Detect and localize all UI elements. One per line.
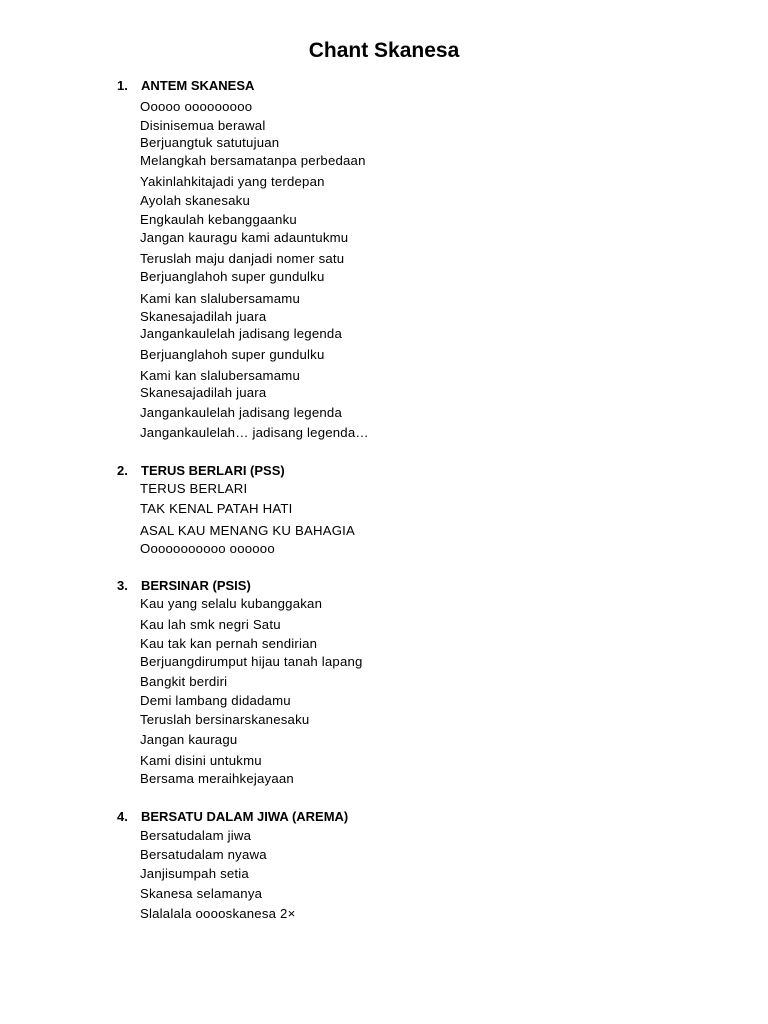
lyric-line: Slalalala ooooskanesa 2×: [140, 906, 296, 921]
lyric-line: Berjuangdirumput hijau tanah lapang: [140, 654, 363, 669]
lyric-line: Jangan kauragu kami adauntukmu: [140, 230, 349, 245]
section-title: BERSATU DALAM JIWA (AREMA): [141, 809, 349, 824]
section-title: BERSINAR (PSIS): [141, 578, 251, 593]
lyric-line: Ooooooooooo oooooo: [140, 541, 275, 556]
lyric-line: Berjuanglahoh super gundulku: [140, 269, 325, 284]
lyric-line: Skanesajadilah juara: [140, 309, 267, 324]
lyric-line: Skanesajadilah juara: [140, 385, 267, 400]
lyric-line: Janjisumpah setia: [140, 866, 249, 881]
lyric-line: Berjuangtuk satutujuan: [140, 135, 280, 150]
section-heading: [117, 808, 348, 826]
lyric-line: Kau tak kan pernah sendirian: [140, 636, 318, 651]
lyric-line: Jangankaulelah jadisang legenda: [140, 326, 342, 341]
lyric-line: Teruslah bersinarskanesaku: [140, 712, 310, 727]
lyric-line: Skanesa selamanya: [140, 886, 263, 901]
lyric-line: Demi lambang didadamu: [140, 693, 291, 708]
lyric-line: Teruslah maju danjadi nomer satu: [140, 251, 345, 266]
lyric-line: Bersatudalam nyawa: [140, 847, 267, 862]
lyric-line: Melangkah bersamatanpa perbedaan: [140, 153, 366, 168]
lyric-line: Jangankaulelah jadisang legenda: [140, 405, 342, 420]
lyric-line: ASAL KAU MENANG KU BAHAGIA: [140, 523, 356, 538]
lyric-line: Kau lah smk negri Satu: [140, 617, 281, 632]
lyric-line: Jangankaulelah… jadisang legenda…: [140, 425, 369, 440]
section-number: 4.: [117, 809, 128, 824]
lyric-line: Engkaulah kebanggaanku: [140, 212, 297, 227]
lyric-line: Kau yang selalu kubanggakan: [140, 596, 323, 611]
lyric-line: Kami kan slalubersamamu: [140, 291, 300, 306]
lyric-line: Bangkit berdiri: [140, 674, 228, 689]
lyric-line: TAK KENAL PATAH HATI: [140, 501, 293, 516]
lyric-line: Ooooo ooooooooo: [140, 99, 253, 114]
lyric-line: Bersama meraihkejayaan: [140, 771, 294, 786]
lyric-line: Jangan kauragu: [140, 732, 238, 747]
lyric-line: Kami kan slalubersamamu: [140, 368, 300, 383]
section-number: 1.: [117, 78, 128, 93]
lyric-line: Ayolah skanesaku: [140, 193, 250, 208]
section-number: 2.: [117, 463, 128, 478]
section-heading: [117, 577, 251, 595]
lyric-line: Yakinlahkitajadi yang terdepan: [140, 174, 325, 189]
lyric-line: TERUS BERLARI: [140, 481, 248, 496]
page-title: Chant Skanesa: [308, 39, 460, 62]
lyric-line: Bersatudalam jiwa: [140, 828, 252, 843]
section-heading: [117, 462, 285, 480]
section-title: ANTEM SKANESA: [141, 78, 255, 93]
lyric-line: Kami disini untukmu: [140, 753, 262, 768]
section-heading: [117, 77, 254, 95]
section-number: 3.: [117, 578, 128, 593]
section-title: TERUS BERLARI (PSS): [141, 463, 285, 478]
lyric-line: Disinisemua berawal: [140, 118, 266, 133]
lyric-line: Berjuanglahoh super gundulku: [140, 347, 325, 362]
